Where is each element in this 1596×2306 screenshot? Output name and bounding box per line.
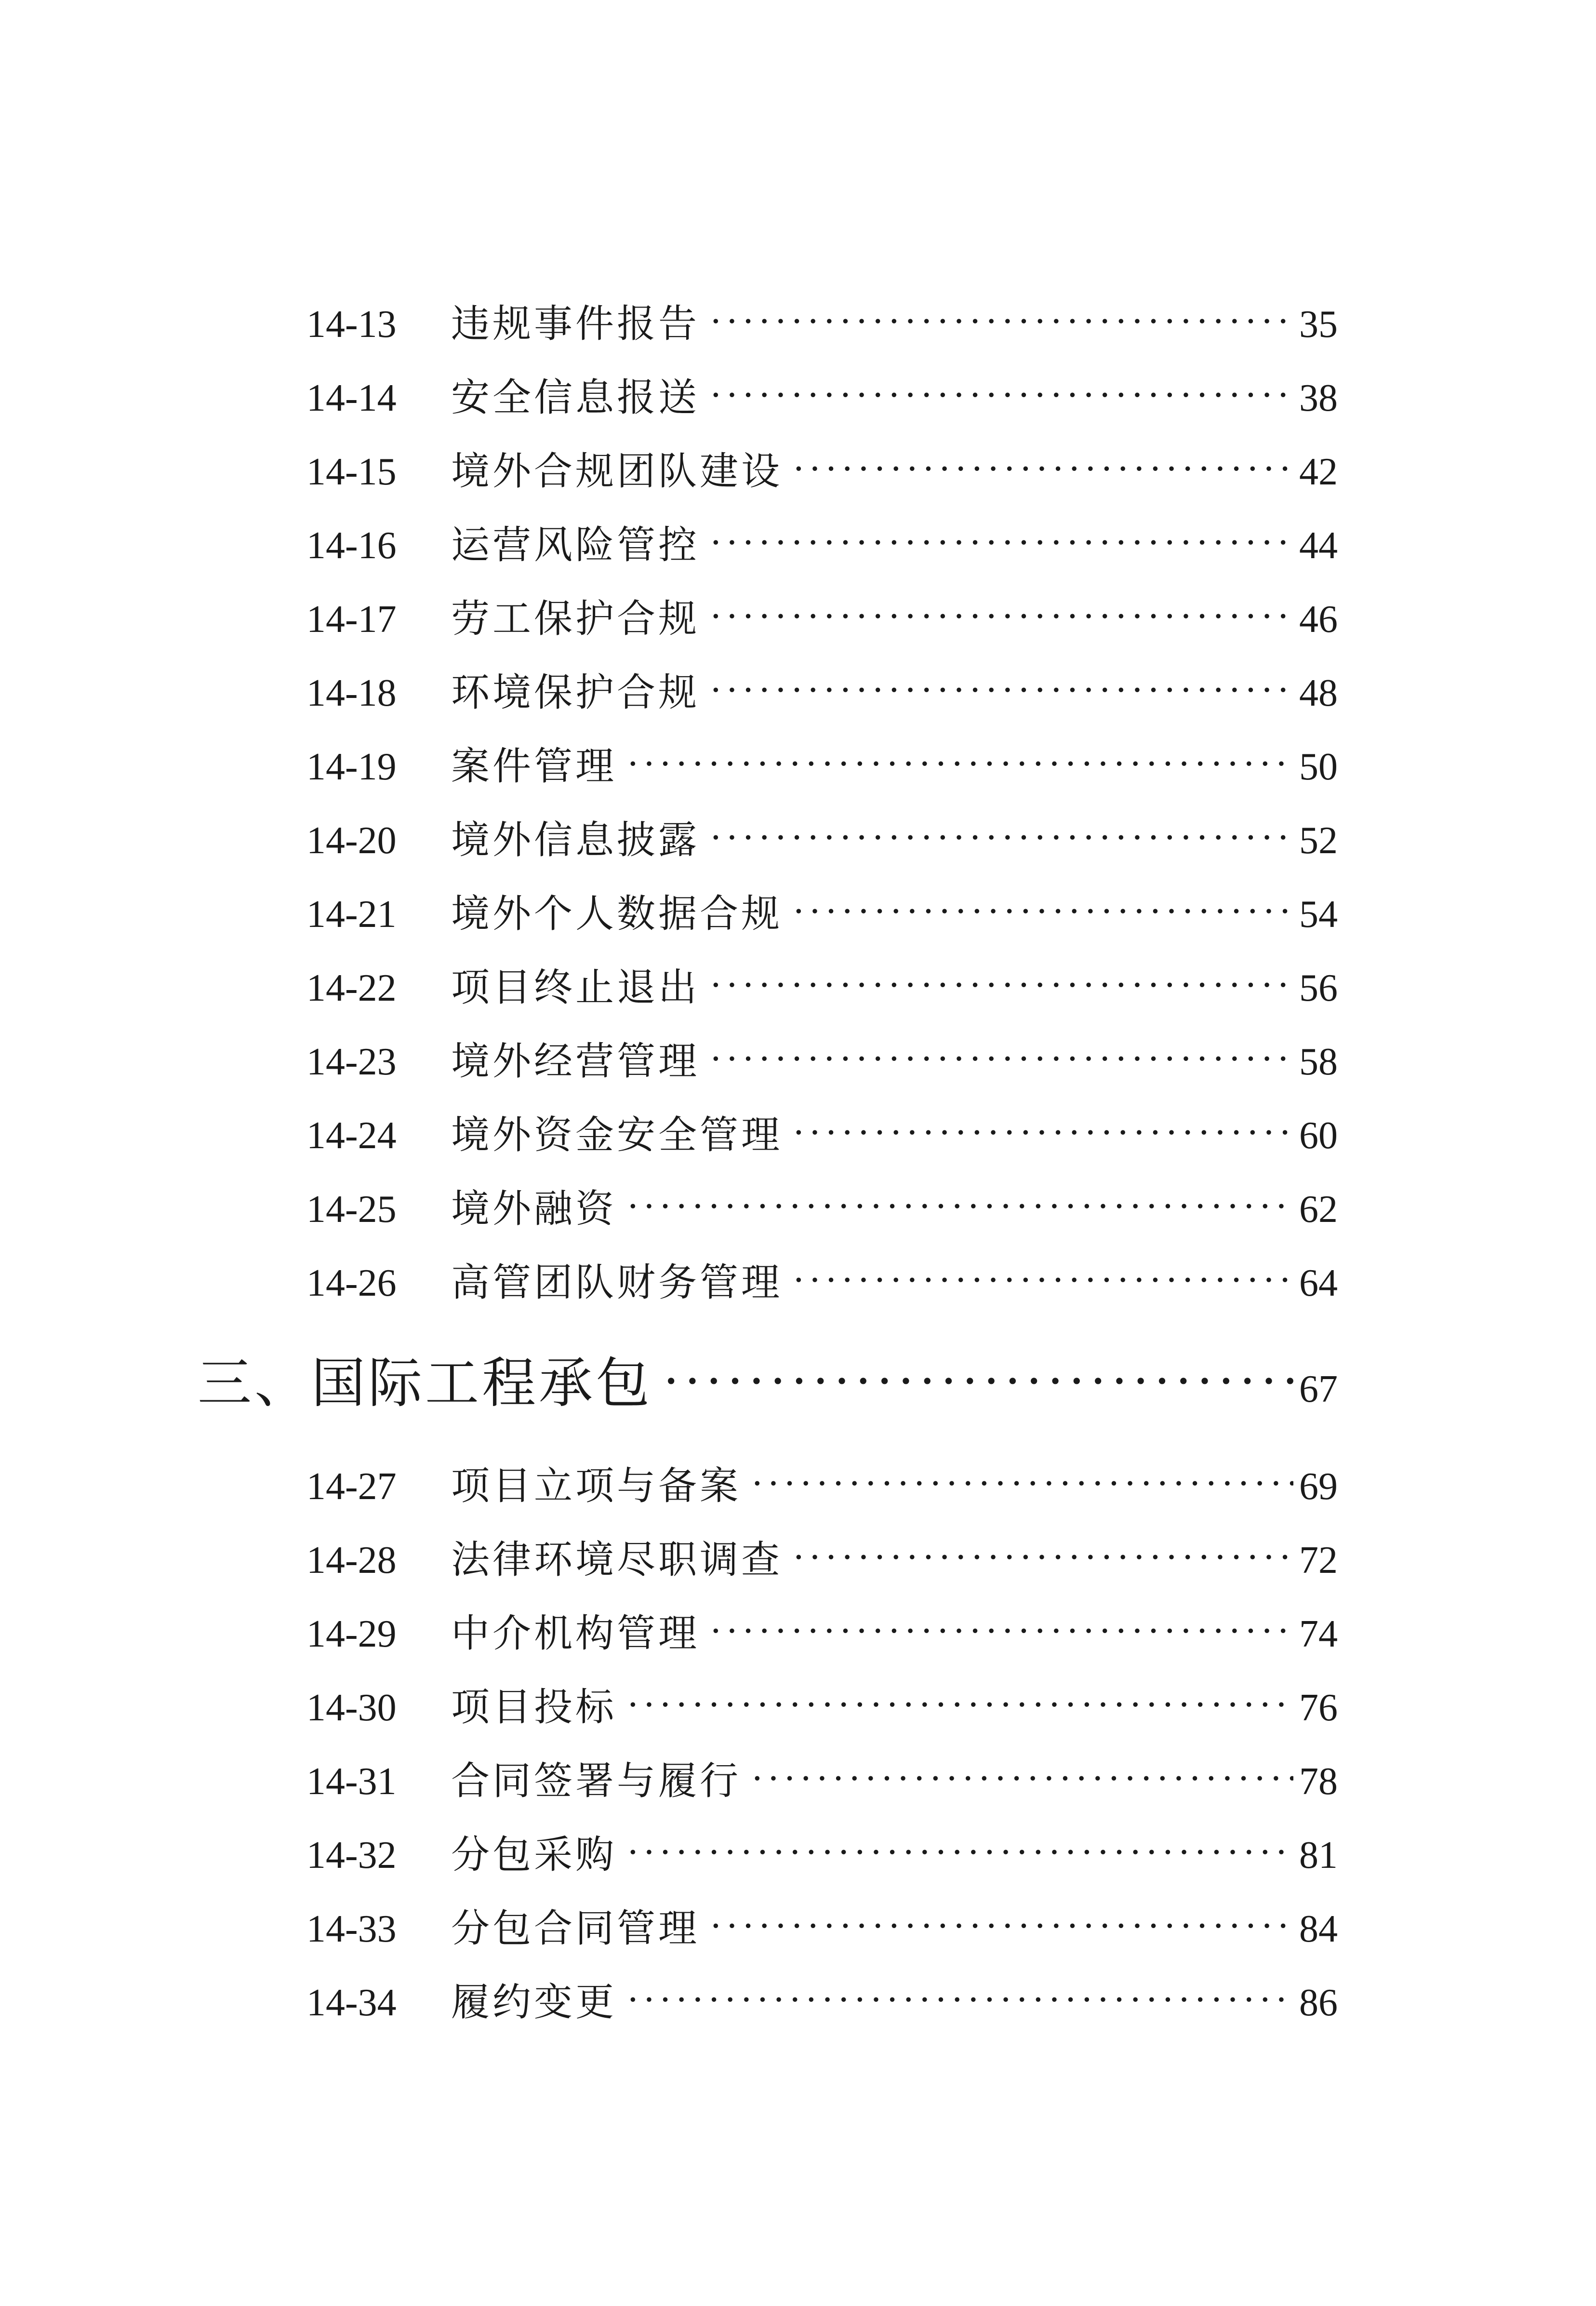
entry-number: 14-24: [306, 1114, 397, 1157]
entry-number: 14-26: [306, 1262, 397, 1304]
entry-page: 35: [1299, 303, 1338, 346]
entry-title: 运营风险管控: [451, 523, 700, 567]
entry-number: 14-16: [306, 524, 397, 567]
toc-entry[interactable]: [306, 1457, 1338, 1515]
entry-title: 劳工保护合规: [451, 596, 700, 641]
toc-entry[interactable]: [306, 369, 1338, 427]
entry-title: 中介机构管理: [451, 1611, 700, 1656]
entry-page: 72: [1299, 1539, 1338, 1582]
entry-number: 14-13: [306, 303, 397, 346]
entry-title: 分包采购: [451, 1832, 617, 1877]
dot-leader: [709, 590, 1293, 645]
entry-title: 境外融资: [451, 1186, 617, 1231]
entry-title: 境外合规团队建设: [451, 449, 783, 494]
entry-number: 14-34: [306, 1982, 397, 2024]
entry-page: 78: [1299, 1760, 1338, 1803]
dot-leader: [709, 1900, 1293, 1955]
entry-number: 14-19: [306, 746, 397, 788]
entry-title: 境外个人数据合规: [451, 891, 783, 936]
entry-page: 62: [1299, 1188, 1338, 1231]
entry-number: 14-31: [306, 1760, 397, 1803]
entry-title: 项目终止退出: [451, 965, 700, 1010]
dot-leader: [709, 295, 1293, 350]
entry-number: 14-17: [306, 598, 397, 641]
entry-page: 58: [1299, 1041, 1338, 1083]
entry-page: 69: [1299, 1465, 1338, 1508]
entry-number: 14-25: [306, 1188, 397, 1231]
toc-entry[interactable]: [306, 1678, 1338, 1736]
entry-title: 境外经营管理: [451, 1039, 700, 1084]
entry-number: 14-20: [306, 819, 397, 862]
dot-leader: [709, 1605, 1293, 1660]
entry-page: 56: [1299, 967, 1338, 1009]
dot-leader: [751, 1752, 1293, 1808]
entry-title: 境外信息披露: [451, 818, 700, 862]
dot-leader: [751, 1457, 1293, 1513]
entry-number: 14-21: [306, 893, 397, 936]
toc-entry[interactable]: [306, 1106, 1338, 1164]
toc-entry[interactable]: [306, 1900, 1338, 1957]
dot-leader: [709, 664, 1293, 719]
entry-page: 81: [1299, 1834, 1338, 1877]
entry-page: 84: [1299, 1908, 1338, 1950]
dot-leader: [626, 1678, 1293, 1734]
entry-page: 52: [1299, 819, 1338, 862]
section-page: 67: [1299, 1368, 1338, 1410]
entry-title: 案件管理: [451, 744, 617, 789]
dot-leader: [626, 737, 1293, 793]
dot-leader: [709, 516, 1293, 572]
toc-entry[interactable]: [306, 1826, 1338, 1884]
entry-title: 项目投标: [451, 1685, 617, 1730]
dot-leader: [709, 1032, 1293, 1088]
entry-page: 48: [1299, 672, 1338, 714]
dot-leader: [709, 369, 1293, 424]
entry-title: 分包合同管理: [451, 1906, 700, 1951]
entry-number: 14-28: [306, 1539, 397, 1582]
toc-entry[interactable]: [306, 664, 1338, 722]
entry-title: 履约变更: [451, 1980, 617, 2024]
entry-page: 46: [1299, 598, 1338, 641]
toc-entry[interactable]: [306, 1531, 1338, 1589]
toc-entry[interactable]: [306, 516, 1338, 574]
toc-entry[interactable]: [306, 811, 1338, 869]
entry-title: 高管团队财务管理: [451, 1260, 783, 1305]
toc-entry[interactable]: [306, 737, 1338, 795]
section-title: 三、国际工程承包: [198, 1352, 652, 1415]
dot-leader: [792, 1254, 1293, 1309]
dot-leader: [662, 1347, 1293, 1417]
entry-page: 76: [1299, 1687, 1338, 1729]
entry-title: 安全信息报送: [451, 375, 700, 420]
entry-title: 环境保护合规: [451, 670, 700, 715]
entry-page: 74: [1299, 1613, 1338, 1655]
entry-number: 14-15: [306, 451, 397, 493]
entry-page: 50: [1299, 746, 1338, 788]
entry-page: 54: [1299, 893, 1338, 936]
toc-entry[interactable]: [306, 959, 1338, 1017]
dot-leader: [792, 885, 1293, 940]
dot-leader: [792, 1531, 1293, 1586]
entry-title: 境外资金安全管理: [451, 1113, 783, 1157]
toc-entry[interactable]: [306, 1180, 1338, 1238]
toc-entry[interactable]: [306, 295, 1338, 353]
entry-title: 合同签署与履行: [451, 1758, 741, 1803]
entry-page: 44: [1299, 524, 1338, 567]
entry-title: 法律环境尽职调查: [451, 1537, 783, 1582]
dot-leader: [626, 1180, 1293, 1235]
toc-entry[interactable]: [306, 1973, 1338, 2031]
section-heading[interactable]: [198, 1347, 1338, 1420]
toc-entry[interactable]: [306, 1254, 1338, 1312]
toc-entry[interactable]: [306, 1605, 1338, 1662]
dot-leader: [792, 442, 1293, 498]
toc-entry[interactable]: [306, 1752, 1338, 1810]
entry-page: 42: [1299, 451, 1338, 493]
entry-number: 14-29: [306, 1613, 397, 1655]
entry-title: 项目立项与备案: [451, 1463, 741, 1508]
entry-number: 14-18: [306, 672, 397, 714]
dot-leader: [626, 1826, 1293, 1881]
dot-leader: [792, 1106, 1293, 1162]
entry-number: 14-30: [306, 1687, 397, 1729]
toc-entry[interactable]: [306, 442, 1338, 500]
dot-leader: [709, 811, 1293, 867]
toc-entry[interactable]: [306, 1032, 1338, 1090]
entry-number: 14-22: [306, 967, 397, 1009]
dot-leader: [626, 1973, 1293, 2029]
entry-number: 14-27: [306, 1465, 397, 1508]
entry-page: 60: [1299, 1114, 1338, 1157]
entry-number: 14-14: [306, 377, 397, 419]
entry-page: 64: [1299, 1262, 1338, 1304]
entry-number: 14-23: [306, 1041, 397, 1083]
entry-number: 14-33: [306, 1908, 397, 1950]
entry-title: 违规事件报告: [451, 301, 700, 346]
entry-number: 14-32: [306, 1834, 397, 1877]
entry-page: 38: [1299, 377, 1338, 419]
toc-entry[interactable]: [306, 590, 1338, 648]
dot-leader: [709, 959, 1293, 1014]
entry-page: 86: [1299, 1982, 1338, 2024]
toc-entry[interactable]: [306, 885, 1338, 943]
